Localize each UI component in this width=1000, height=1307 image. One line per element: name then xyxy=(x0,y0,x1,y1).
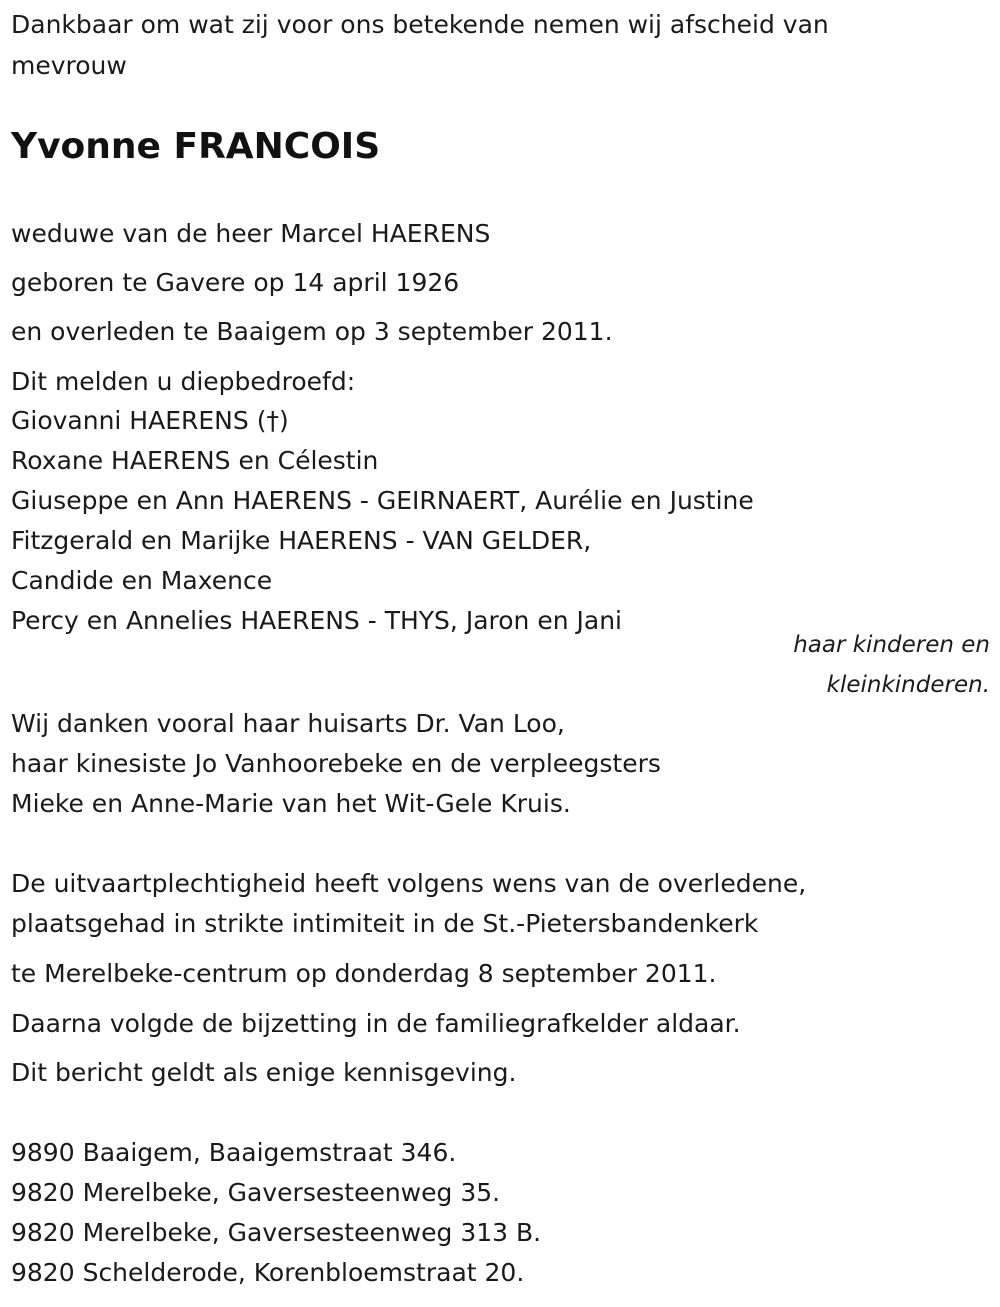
family-member: Percy en Annelies HAERENS - THYS, Jaron en Jani xyxy=(11,606,622,635)
death-line: en overleden te Baaigem op 3 september 2011. xyxy=(11,317,613,346)
widow-of-line: weduwe van de heer Marcel HAERENS xyxy=(11,219,491,248)
ceremony-line: plaatsgehad in strikte intimiteit in de St.-Pietersbandenkerk xyxy=(11,909,759,938)
family-member: Candide en Maxence xyxy=(11,566,273,595)
birth-line: geboren te Gavere op 14 april 1926 xyxy=(11,268,460,297)
family-member: Fitzgerald en Marijke HAERENS - VAN GELDER, xyxy=(11,526,592,555)
ceremony-line: te Merelbeke-centrum op donderdag 8 september 2011. xyxy=(11,959,717,988)
relation-label-line-2: kleinkinderen. xyxy=(826,672,990,698)
family-member: Giovanni HAERENS (†) xyxy=(11,406,289,435)
address-line: 9820 Schelderode, Korenbloemstraat 20. xyxy=(11,1258,525,1287)
relation-label-line-1: haar kinderen en xyxy=(793,632,990,658)
ceremony-line: Dit bericht geldt als enige kennisgeving. xyxy=(11,1058,517,1087)
family-heading: Dit melden u diepbedroefd: xyxy=(11,367,356,396)
ceremony-line: Daarna volgde de bijzetting in de familiegrafkelder aldaar. xyxy=(11,1009,741,1038)
family-member: Roxane HAERENS en Célestin xyxy=(11,446,379,475)
address-line: 9820 Merelbeke, Gaversesteenweg 313 B. xyxy=(11,1218,542,1247)
address-line: 9890 Baaigem, Baaigemstraat 346. xyxy=(11,1138,457,1167)
thanks-line: Wij danken vooral haar huisarts Dr. Van Loo, xyxy=(11,709,565,738)
deceased-name: Yvonne FRANCOIS xyxy=(11,126,381,167)
address-line: 9820 Merelbeke, Gaversesteenweg 35. xyxy=(11,1178,501,1207)
thanks-line: Mieke en Anne-Marie van het Wit-Gele Kruis. xyxy=(11,789,571,818)
intro-line-1: Dankbaar om wat zij voor ons betekende nemen wij afscheid van xyxy=(11,10,829,39)
family-member: Giuseppe en Ann HAERENS - GEIRNAERT, Aurélie en Justine xyxy=(11,486,754,515)
intro-line-2: mevrouw xyxy=(11,51,127,80)
thanks-line: haar kinesiste Jo Vanhoorebeke en de verpleegsters xyxy=(11,749,661,778)
ceremony-line: De uitvaartplechtigheid heeft volgens wens van de overledene, xyxy=(11,869,807,898)
